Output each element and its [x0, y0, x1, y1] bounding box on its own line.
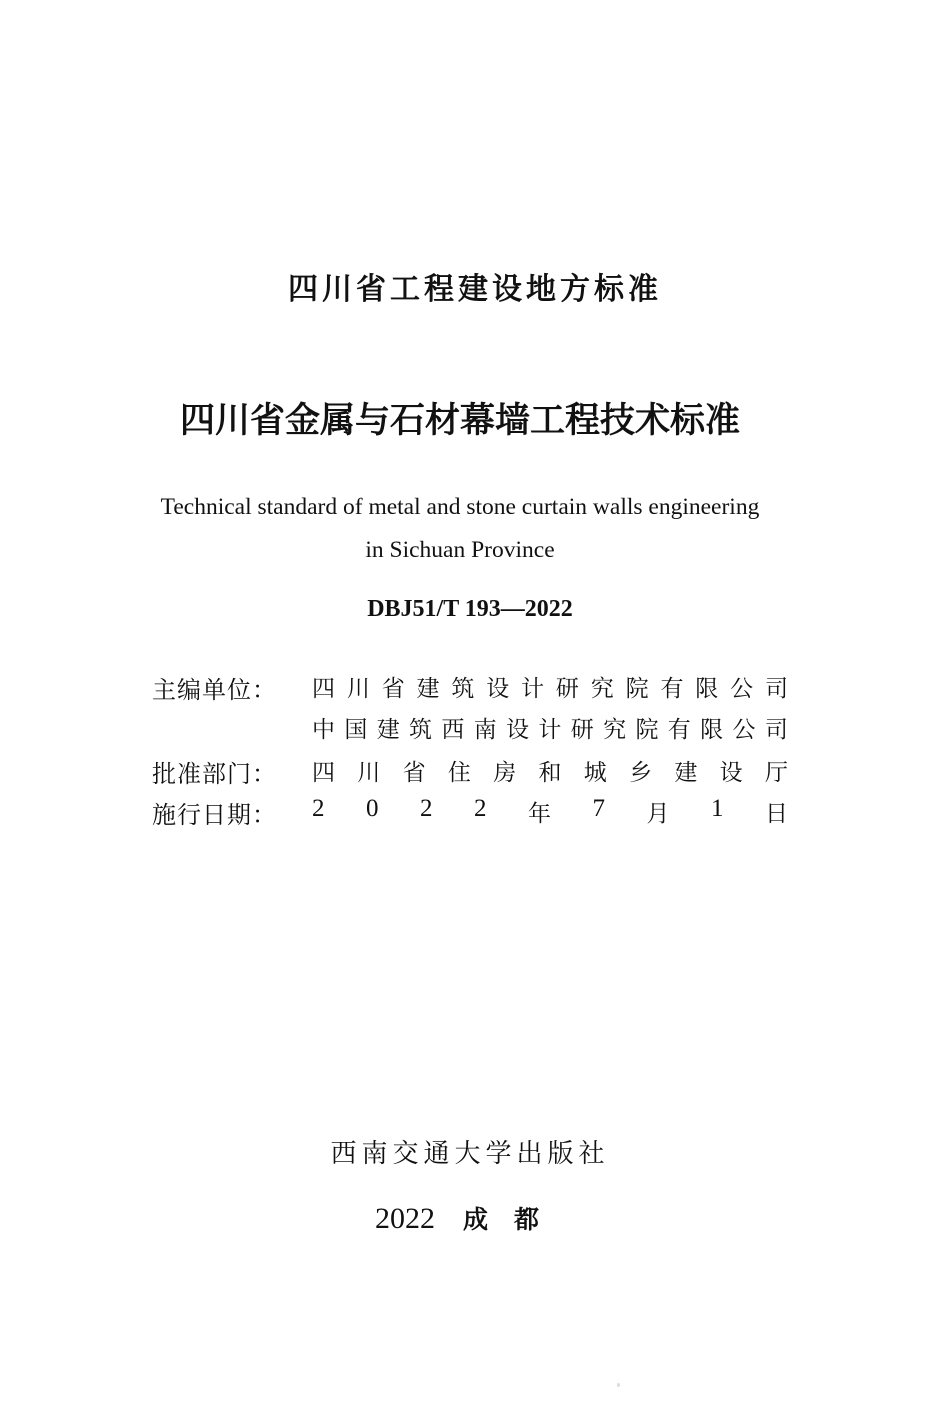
document-title-english-line2: in Sichuan Province [365, 537, 555, 563]
char: 厅 [764, 760, 788, 786]
char: 城 [583, 760, 607, 786]
chief-editor-value-1 [312, 670, 788, 703]
char: 建 [674, 760, 698, 786]
char: 有 [660, 676, 684, 702]
char: 2 [312, 795, 325, 822]
char: 限 [695, 676, 719, 702]
char: 省 [381, 676, 405, 702]
char: 乡 [629, 760, 653, 786]
char: 院 [635, 717, 659, 743]
char: 川 [357, 760, 381, 786]
char: 究 [603, 717, 627, 743]
char: 研 [570, 717, 594, 743]
char: 公 [730, 676, 754, 702]
char: 筑 [451, 676, 475, 702]
char: 究 [590, 676, 614, 702]
char: 设 [486, 676, 510, 702]
char: 司 [764, 676, 788, 702]
char: 计 [538, 717, 562, 743]
char: 和 [538, 760, 562, 786]
char: 中 [312, 717, 335, 743]
char: 研 [555, 676, 579, 702]
char: 住 [447, 760, 471, 786]
effective-date-label: 施行日期： [152, 801, 277, 829]
char: 建 [416, 676, 440, 702]
series-title: 四川省工程建设地方标准 [288, 272, 662, 307]
char: 2 [474, 795, 487, 822]
char: 国 [344, 717, 368, 743]
chief-editor-label: 主编单位： [152, 676, 277, 704]
effective-date-value [312, 795, 788, 828]
char: 公 [732, 717, 756, 743]
char: 四 [312, 676, 335, 702]
char: 省 [402, 760, 426, 786]
char: 西 [441, 717, 465, 743]
char: 年 [528, 801, 551, 827]
publisher-name: 西南交通大学出版社 [330, 1139, 610, 1169]
char: 0 [366, 795, 379, 822]
publish-city: 成都 [462, 1205, 565, 1234]
char: 建 [376, 717, 400, 743]
char: 1 [711, 795, 724, 822]
char: 院 [625, 676, 649, 702]
char: 限 [700, 717, 724, 743]
approval-dept-label: 批准部门： [152, 760, 277, 788]
document-title-chinese: 四川省金属与石材幕墙工程技术标准 [179, 401, 740, 441]
standard-code: DBJ51/T 193—2022 [367, 596, 573, 622]
char: 川 [346, 676, 370, 702]
char: 设 [719, 760, 743, 786]
char: 月 [646, 801, 670, 827]
char: 计 [521, 676, 545, 702]
publication-place [0, 1200, 940, 1236]
char: 2 [420, 795, 433, 822]
chief-editor-value-2 [312, 711, 788, 744]
scan-speck [617, 1383, 620, 1387]
approval-dept-value [312, 754, 788, 787]
char: 设 [506, 717, 530, 743]
char: 筑 [409, 717, 433, 743]
char: 司 [764, 717, 788, 743]
publish-year: 2022 [374, 1202, 435, 1235]
char: 南 [473, 717, 497, 743]
char: 日 [765, 801, 788, 827]
document-title-english-line1: Technical standard of metal and stone curtain walls engineering [160, 494, 760, 520]
char: 四 [312, 760, 335, 786]
char: 有 [667, 717, 691, 743]
char: 房 [493, 760, 517, 786]
char: 7 [592, 795, 605, 822]
